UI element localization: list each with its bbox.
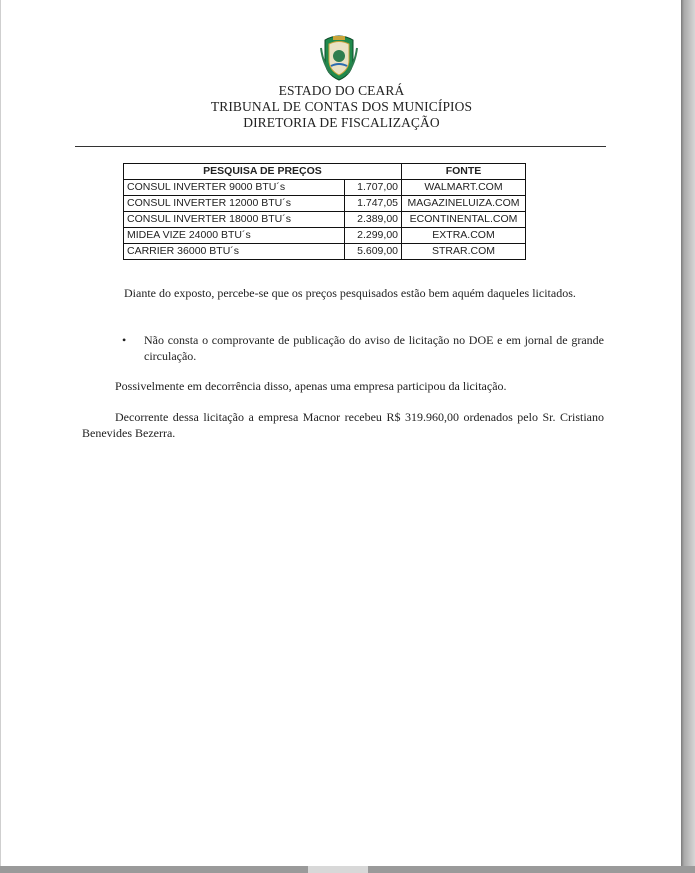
- horizontal-scrollbar[interactable]: [0, 866, 695, 873]
- table-row: [124, 196, 526, 212]
- source-cell: MAGAZINELUIZA.COM: [402, 196, 526, 212]
- paragraph-participation: [82, 378, 604, 394]
- price-cell: 1.707,00: [345, 180, 402, 196]
- table-row: [124, 228, 526, 244]
- product-cell: CONSUL INVERTER 18000 BTU´s: [124, 212, 345, 228]
- bullet-text: Não consta o comprovante de publicação do aviso de licitação no DOE e em jornal de grande circulação.: [144, 333, 604, 363]
- source-cell: ECONTINENTAL.COM: [402, 212, 526, 228]
- price-cell: 2.299,00: [345, 228, 402, 244]
- page-shadow: [681, 0, 695, 873]
- price-cell: 2.389,00: [345, 212, 402, 228]
- table-header-row: [124, 164, 526, 180]
- product-cell: CONSUL INVERTER 12000 BTU´s: [124, 196, 345, 212]
- source-cell: STRAR.COM: [402, 244, 526, 260]
- product-cell: CONSUL INVERTER 9000 BTU´s: [124, 180, 345, 196]
- source-cell: EXTRA.COM: [402, 228, 526, 244]
- product-cell: CARRIER 36000 BTU´s: [124, 244, 345, 260]
- table-row: [124, 244, 526, 260]
- header-state: ESTADO DO CEARÁ: [278, 83, 405, 98]
- paragraph-participation-text: Possivelmente em decorrência disso, apenas uma empresa participou da licitação.: [115, 379, 507, 393]
- price-cell: 5.609,00: [345, 244, 402, 260]
- table-row: [124, 180, 526, 196]
- paragraph-payment: [82, 409, 604, 441]
- product-cell: MIDEA VIZE 24000 BTU´s: [124, 228, 345, 244]
- header-divider: [75, 146, 606, 147]
- paragraph-conclusion-text: Diante do exposto, percebe-se que os preços pesquisados estão bem aquém daqueles licitados.: [124, 286, 576, 300]
- scrollbar-thumb[interactable]: [308, 866, 368, 873]
- header-directorate: DIRETORIA DE FISCALIZAÇÃO: [243, 115, 440, 130]
- column-header-source: FONTE: [402, 164, 526, 180]
- header-tribunal: TRIBUNAL DE CONTAS DOS MUNICÍPIOS: [210, 99, 473, 114]
- paragraph-conclusion: [82, 285, 604, 301]
- price-cell: 1.747,05: [345, 196, 402, 212]
- table-row: [124, 212, 526, 228]
- bullet-icon: •: [122, 333, 127, 347]
- column-header-price-research: PESQUISA DE PREÇOS: [124, 164, 402, 180]
- source-cell: WALMART.COM: [402, 180, 526, 196]
- state-coat-of-arms-icon: [319, 34, 359, 82]
- price-research-table: [123, 163, 526, 260]
- paragraph-payment-text: Decorrente dessa licitação a empresa Macnor recebeu R$ 319.960,00 ordenados pelo Sr. Cristiano Benevides Bezerra.: [82, 410, 604, 440]
